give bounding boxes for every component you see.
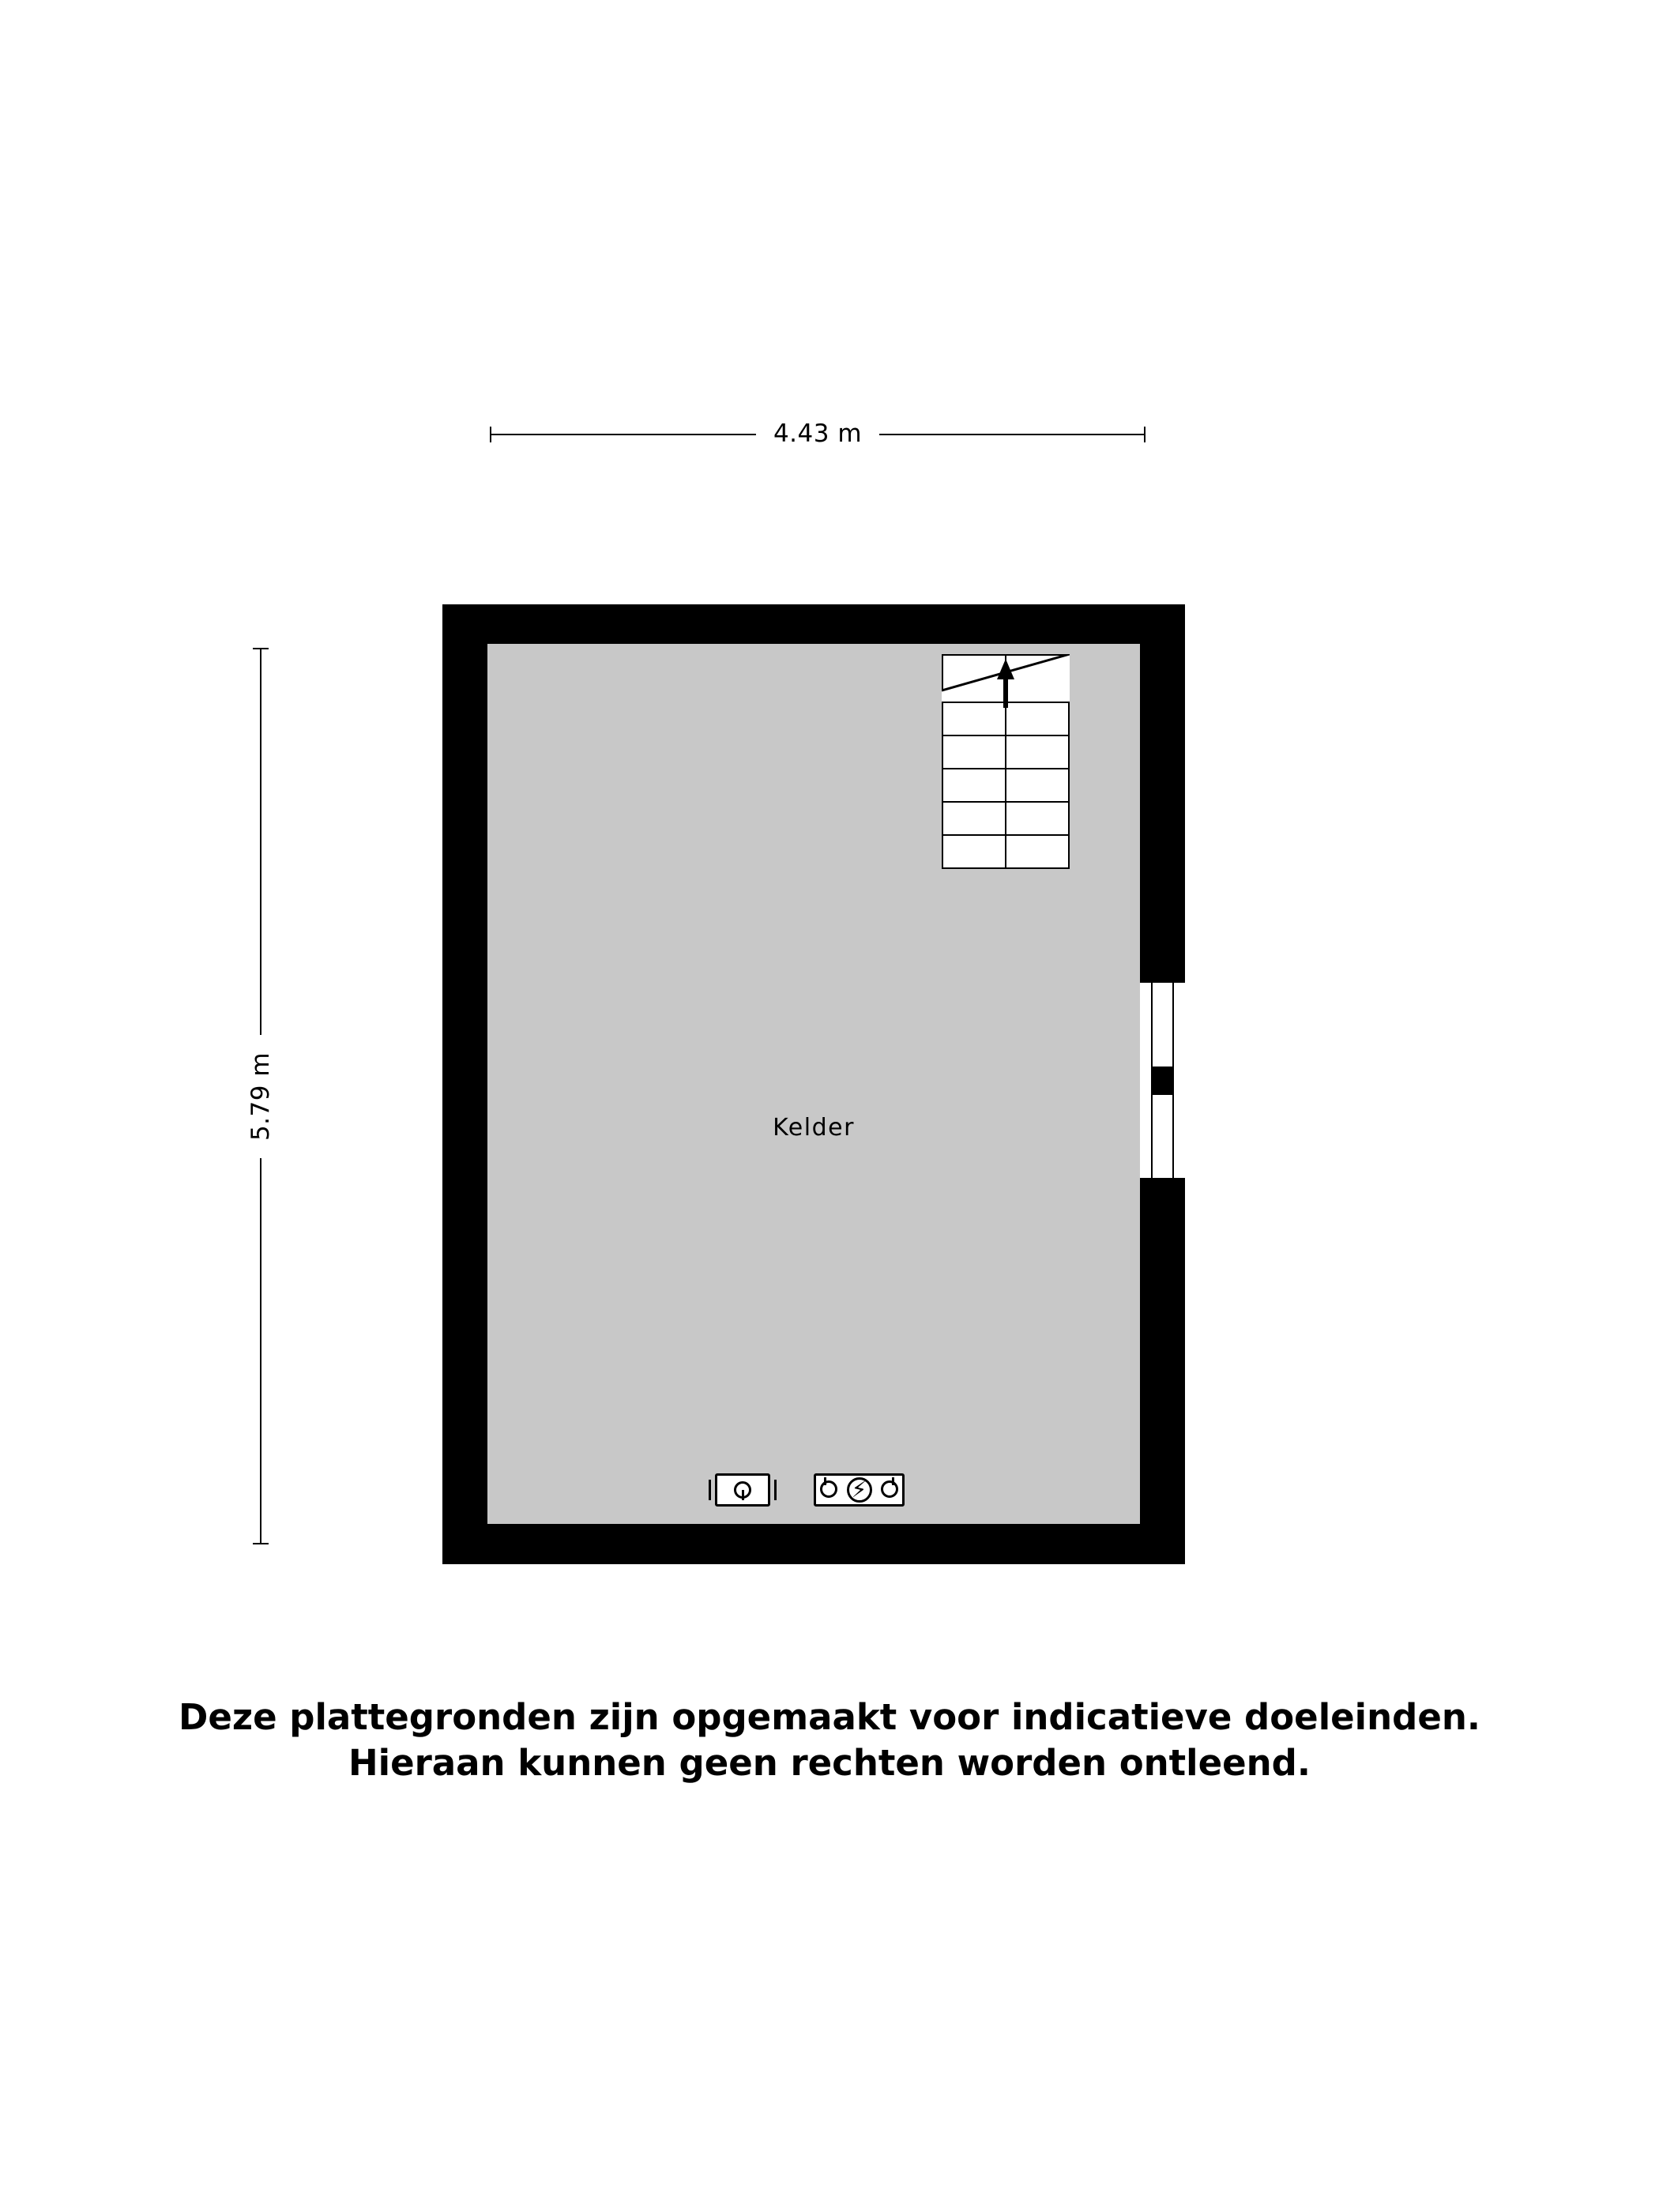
stairs-direction-arrow-stem — [1003, 678, 1008, 708]
power-socket-icon — [814, 1473, 905, 1507]
window-icon — [1140, 980, 1185, 1181]
socket-circle-right — [881, 1480, 898, 1498]
socket-bar-left — [824, 1477, 826, 1485]
socket-bar-right — [892, 1477, 894, 1485]
dimension-height — [237, 648, 284, 1544]
building-walls — [442, 604, 1185, 1564]
socket-circle-left — [820, 1480, 837, 1498]
disclaimer-text — [0, 1695, 1659, 1785]
window-sash — [1153, 1066, 1172, 1095]
dimension-width-label: 4.43 m — [756, 411, 879, 457]
dimension-height-cap-bottom — [253, 1543, 269, 1544]
disclaimer-line-1: Deze plattegronden zijn opgemaakt voor indicatieve doeleinden. — [179, 1696, 1480, 1738]
disclaimer-line-2: Hieraan kunnen geen rechten worden ontleend. — [348, 1741, 1311, 1784]
window-frame-top — [1140, 980, 1185, 983]
stairs-direction-arrow — [997, 659, 1014, 679]
light-bulb-stem — [742, 1490, 744, 1500]
window-frame-bottom — [1140, 1178, 1185, 1181]
ceiling-light-icon — [715, 1473, 770, 1507]
dimension-width — [490, 411, 1146, 458]
stairs-up-icon — [942, 654, 1070, 869]
socket-lightning-bolt: ⚡ — [851, 1477, 867, 1503]
light-terminal-right — [774, 1480, 777, 1500]
light-terminal-left — [709, 1480, 711, 1500]
dimension-width-cap-left — [490, 427, 491, 442]
dimension-width-cap-right — [1144, 427, 1146, 442]
room-label-kelder: Kelder — [773, 1114, 855, 1142]
dimension-height-cap-top — [253, 648, 269, 649]
window-pane-line-2 — [1172, 983, 1174, 1178]
dimension-height-label: 5.79 m — [238, 1034, 284, 1157]
